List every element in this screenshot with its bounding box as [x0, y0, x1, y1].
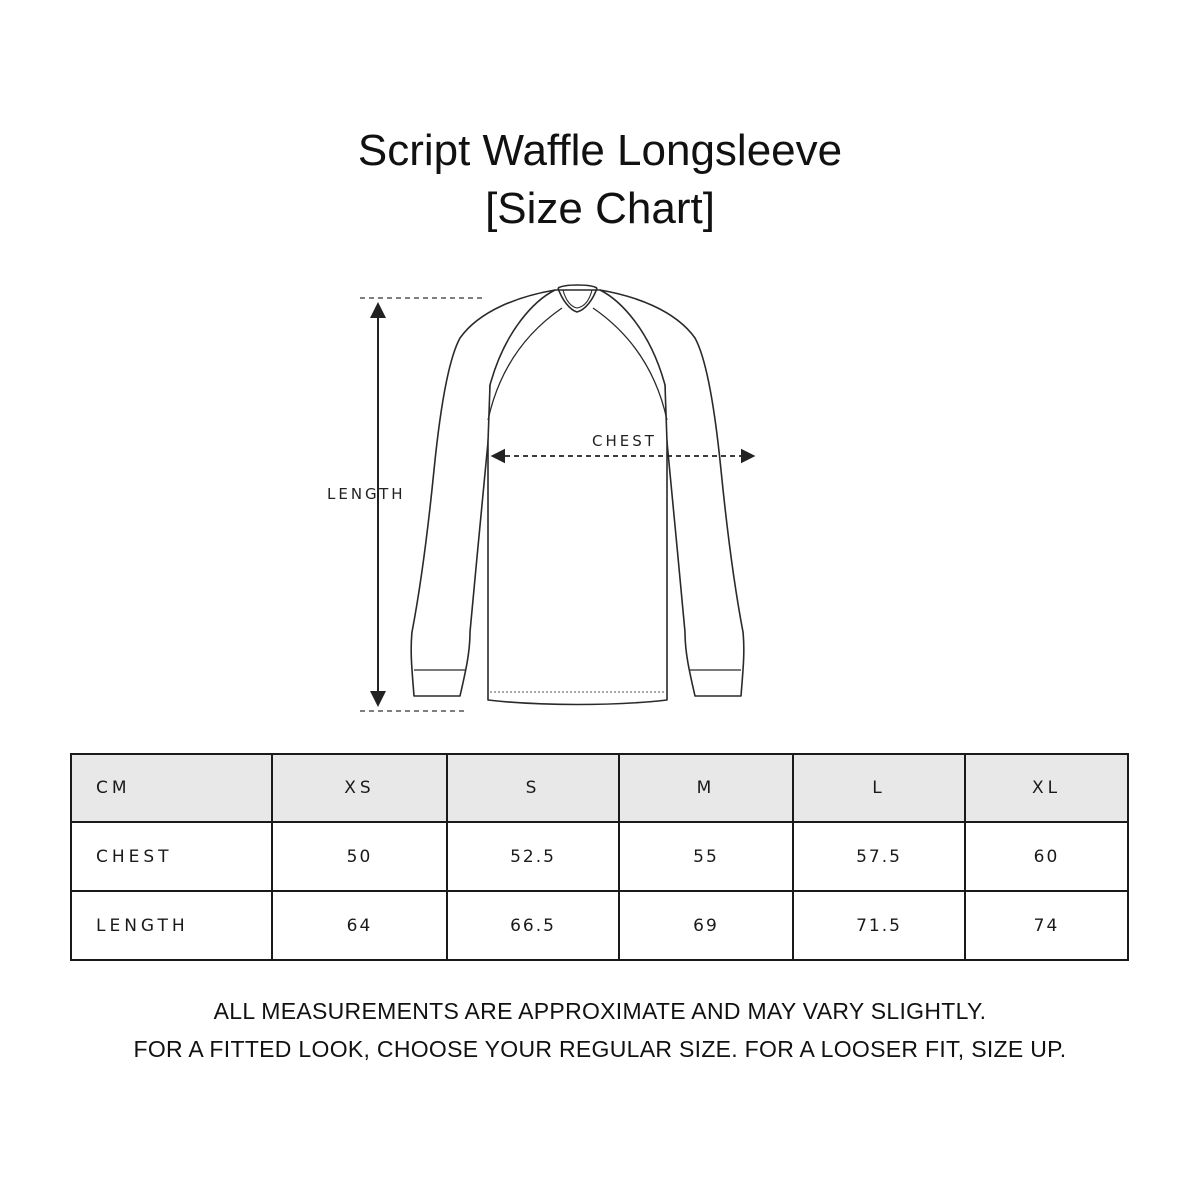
chest-s-value: 52.5 [447, 822, 619, 891]
size-header-m: M [619, 754, 793, 822]
product-title: Script Waffle Longsleeve [357, 126, 843, 175]
table-row [71, 822, 1128, 891]
longsleeve-illustration [300, 260, 860, 730]
unit-header: CM [71, 754, 272, 822]
size-header-s: S [447, 754, 619, 822]
fit-advice: FOR A FITTED LOOK, CHOOSE YOUR REGULAR SIZE. FOR A LOOSER FIT, SIZE UP. [133, 1036, 1067, 1062]
length-dimension-label: LENGTH [327, 485, 406, 503]
garment-diagram [300, 260, 860, 730]
length-l-value: 71.5 [793, 891, 965, 960]
row-label-length: LENGTH [71, 891, 272, 960]
size-table [70, 753, 1129, 961]
chest-dimension-label: CHEST [592, 432, 657, 450]
measurement-disclaimer: ALL MEASUREMENTS ARE APPROXIMATE AND MAY VARY SLIGHTLY. [213, 998, 987, 1024]
chest-m-value: 55 [619, 822, 793, 891]
size-header-l: L [793, 754, 965, 822]
collar-rib [558, 285, 597, 288]
table-header-row [71, 754, 1128, 822]
size-header-xl: XL [965, 754, 1128, 822]
length-xs-value: 64 [272, 891, 447, 960]
size-header-xs: XS [272, 754, 447, 822]
shirt-outline [411, 290, 744, 705]
length-m-value: 69 [619, 891, 793, 960]
chest-xl-value: 60 [965, 822, 1128, 891]
table-row [71, 891, 1128, 960]
size-chart-subtitle: [Size Chart] [485, 184, 715, 233]
chest-xs-value: 50 [272, 822, 447, 891]
chest-l-value: 57.5 [793, 822, 965, 891]
length-xl-value: 74 [965, 891, 1128, 960]
row-label-chest: CHEST [71, 822, 272, 891]
length-s-value: 66.5 [447, 891, 619, 960]
